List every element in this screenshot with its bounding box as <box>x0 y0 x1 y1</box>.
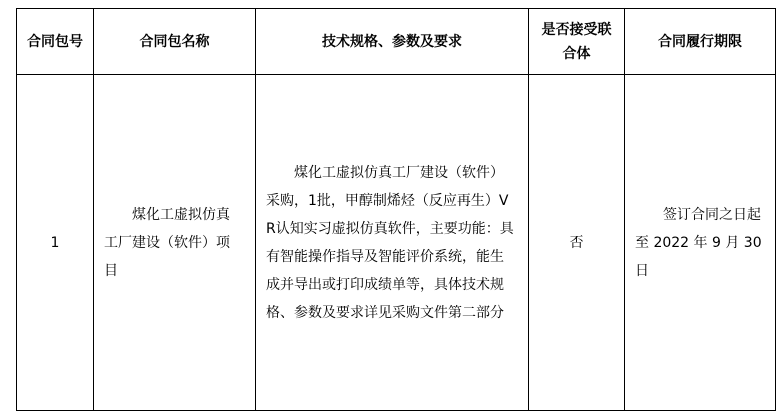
header-consortium-label: 是否接受联合体 <box>541 21 612 62</box>
header-package-name-label: 合同包名称 <box>139 33 210 50</box>
table-header-row <box>17 9 776 75</box>
header-consortium <box>529 9 625 75</box>
period-value: 签订合同之日起至 2022 年 9 月 30 日 <box>635 206 762 279</box>
cell-spec <box>256 75 529 411</box>
table-row <box>17 75 776 411</box>
header-package-name <box>94 9 256 75</box>
cell-period <box>625 75 776 411</box>
cell-consortium <box>529 75 625 411</box>
header-period-label: 合同履行期限 <box>658 33 742 50</box>
header-spec-label: 技术规格、参数及要求 <box>322 33 462 50</box>
consortium-value: 否 <box>569 234 584 251</box>
package-no-value: 1 <box>50 234 60 251</box>
spec-value: 煤化工虚拟仿真工厂建设（软件）采购，1批，甲醇制烯烃（反应再生）VR认知实习虚拟仿真软件，主要功能：具有智能操作指导及智能评价系统，能生成并导出或打印成绩单等，具体技术规格、参数及要求详见采购文件第二部分 <box>266 164 514 321</box>
header-package-no-label: 合同包号 <box>27 33 83 50</box>
header-period <box>625 9 776 75</box>
header-spec <box>256 9 529 75</box>
cell-package-name <box>94 75 256 411</box>
cell-package-no <box>17 75 94 411</box>
contract-package-table <box>16 8 776 411</box>
package-name-value: 煤化工虚拟仿真工厂建设（软件）项目 <box>104 206 230 279</box>
header-package-no <box>17 9 94 75</box>
